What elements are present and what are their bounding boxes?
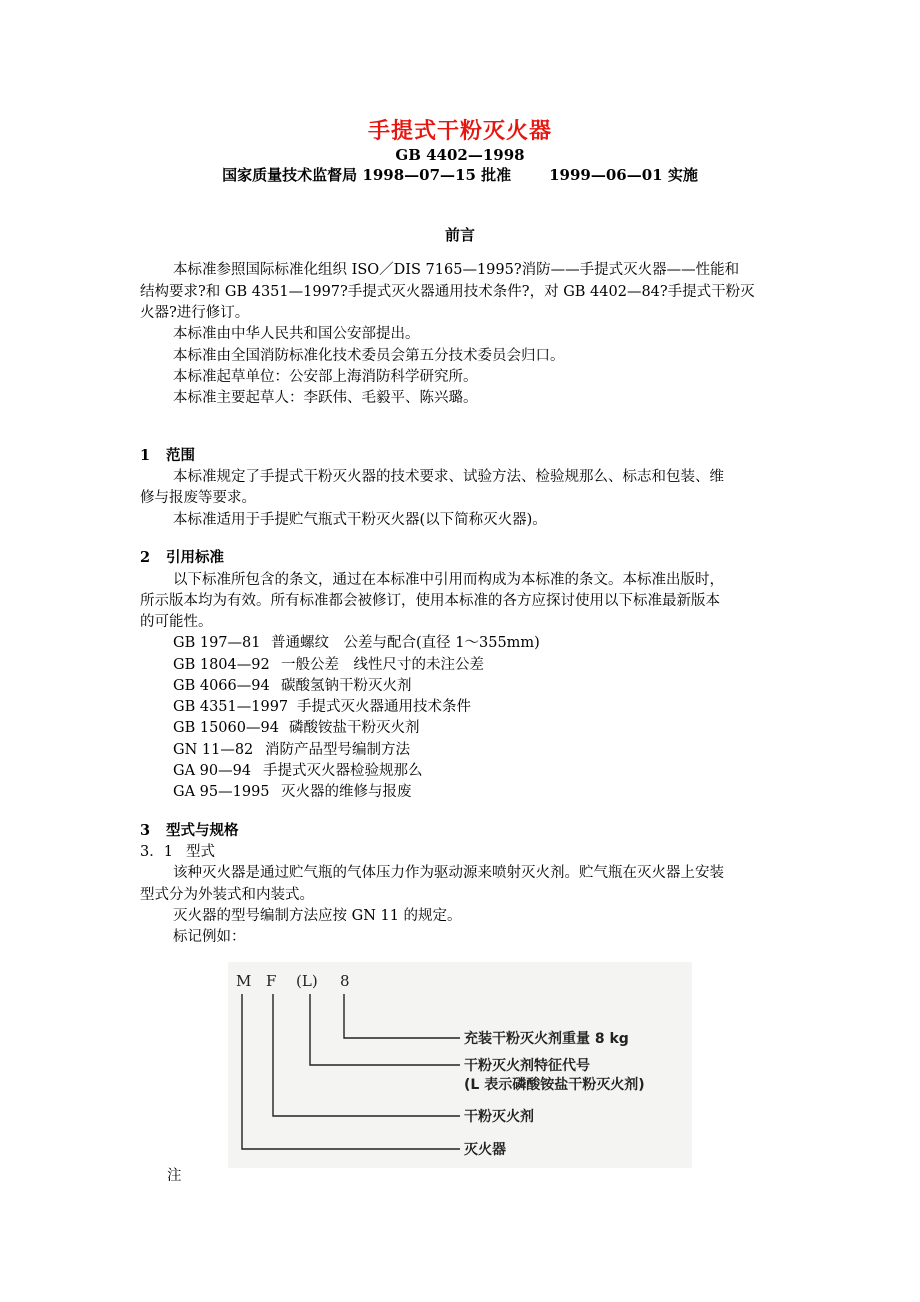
reference-item <box>173 633 833 653</box>
reference-name: 手提式灭火器检验规那么 <box>263 763 423 779</box>
model-code-diagram <box>228 962 692 1168</box>
reference-name: 磷酸铵盐干粉灭火剂 <box>289 720 420 736</box>
reference-code: GB 15060—94 <box>173 720 279 736</box>
reference-code: GB 4351—1997 <box>173 699 289 715</box>
paragraph-line: 火器?进行修订。 <box>140 305 250 321</box>
section-title: 范围 <box>166 447 195 464</box>
reference-item <box>173 761 833 781</box>
section-heading-3 <box>140 821 800 841</box>
section-number: 1 <box>140 447 151 464</box>
diagram-label-agent-code: 干粉灭火剂特征代号 <box>464 1058 590 1074</box>
paragraph-line: 以下标准所包含的条文，通过在本标准中引用而构成为本标准的条文。本标准出版时， <box>173 572 724 588</box>
paragraph-line: 型式分为外装式和内装式。 <box>140 887 314 903</box>
paragraph-line: 灭火器的型号编制方法应按 GN 11 的规定。 <box>173 908 462 924</box>
subsection-number: 3．1 <box>140 844 173 860</box>
approval-date: 国家质量技术监督局 1998—07—15 批准 <box>222 166 512 184</box>
paragraph-line: 本标准由中华人民共和国公安部提出。 <box>173 326 420 342</box>
paragraph-line: 的可能性。 <box>140 614 213 630</box>
diagram-letter-f: F <box>266 972 277 990</box>
paragraph-line: 修与报废等要求。 <box>140 490 256 506</box>
reference-code: GA 90—94 <box>173 763 252 779</box>
diagram-letter-8: 8 <box>340 972 350 990</box>
connector-agent-code <box>310 994 460 1065</box>
reference-item <box>173 655 833 675</box>
section-title: 型式与规格 <box>166 822 239 839</box>
connector-agent <box>273 994 460 1116</box>
paragraph-line: 本标准起草单位：公安部上海消防科学研究所。 <box>173 369 478 385</box>
model-code-diagram-svg <box>228 962 692 1168</box>
paragraph-line: 该种灭火器是通过贮气瓶的气体压力作为驱动源来喷射灭火剂。贮气瓶在灭火器上安装 <box>173 865 724 881</box>
reference-code: GB 4066—94 <box>173 678 270 694</box>
section-heading-1 <box>140 446 800 466</box>
diagram-label-agent-code-note: (L 表示磷酸铵盐干粉灭火剂) <box>464 1077 645 1093</box>
diagram-connector-lines <box>242 994 460 1149</box>
paragraph-line: 本标准主要起草人：李跃伟、毛毅平、陈兴璐。 <box>173 390 478 406</box>
reference-code: GB 197—81 <box>173 635 261 651</box>
reference-item <box>173 782 833 802</box>
reference-name: 灭火器的维修与报废 <box>281 784 412 800</box>
diagram-letter-m: M <box>236 972 252 990</box>
section-title: 引用标准 <box>166 549 224 566</box>
approval-line <box>0 164 920 185</box>
reference-name: 一般公差 线性尺寸的未注公差 <box>281 657 484 673</box>
reference-item <box>173 676 833 696</box>
reference-name: 普通螺纹 公差与配合(直径 1～355mm) <box>271 635 540 651</box>
reference-name: 手提式灭火器通用技术条件 <box>297 699 471 715</box>
reference-code: GB 1804—92 <box>173 657 270 673</box>
paragraph-line: 本标准适用于手提贮气瓶式干粉灭火器(以下简称灭火器)。 <box>173 512 547 528</box>
implement-date: 1999—06—01 实施 <box>549 166 698 184</box>
section-number: 2 <box>140 549 151 566</box>
reference-item <box>173 740 833 760</box>
connector-weight <box>344 994 460 1038</box>
standard-code: GB 4402—1998 <box>395 146 525 164</box>
foreword-heading: 前言 <box>444 226 475 244</box>
section-number: 3 <box>140 822 151 839</box>
paragraph-line: 标记例如： <box>173 929 246 945</box>
diagram-label-extinguisher: 灭火器 <box>464 1142 506 1158</box>
reference-name: 碳酸氢钠干粉灭火剂 <box>281 678 412 694</box>
paragraph-line: 本标准参照国际标准化组织 ISO／DIS 7165—1995?消防——手提式灭火器——性能和 <box>173 262 740 278</box>
subsection-title: 型式 <box>186 844 215 860</box>
paragraph-line: 结构要求?和 GB 4351—1997?手提式灭火器通用技术条件?，对 GB 4402—84?手提式干粉灭 <box>140 284 755 300</box>
section-heading-2 <box>140 548 800 568</box>
reference-code: GN 11—82 <box>173 742 254 758</box>
diagram-label-agent: 干粉灭火剂 <box>464 1109 534 1125</box>
connector-extinguisher <box>242 994 460 1149</box>
diagram-letter-l: (L) <box>296 972 318 990</box>
paragraph-line: 本标准规定了手提式干粉灭火器的技术要求、试验方法、检验规那么、标志和包装、维 <box>173 469 724 485</box>
reference-item <box>173 718 833 738</box>
paragraph-line: 本标准由全国消防标准化技术委员会第五分技术委员会归口。 <box>173 348 565 364</box>
reference-code: GA 95—1995 <box>173 784 270 800</box>
document-title: 手提式干粉灭火器 <box>367 118 552 144</box>
subsection-heading <box>140 842 800 862</box>
reference-name: 消防产品型号编制方法 <box>265 742 410 758</box>
note-label: 注 <box>167 1168 182 1184</box>
diagram-label-weight: 充装干粉灭火剂重量 8 kg <box>464 1031 629 1047</box>
paragraph-line: 所示版本均为有效。所有标准都会被修订，使用本标准的各方应探讨使用以下标准最新版本 <box>140 593 720 609</box>
reference-item <box>173 697 833 717</box>
